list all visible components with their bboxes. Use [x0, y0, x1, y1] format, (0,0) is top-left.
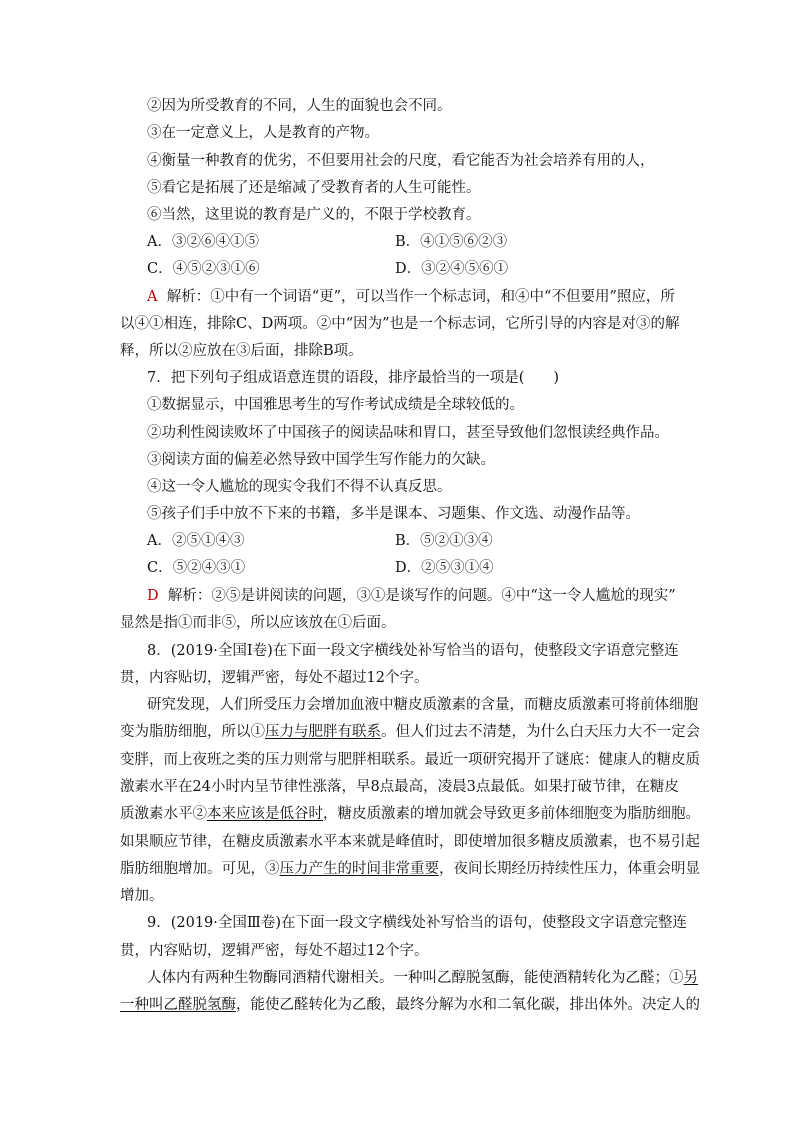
q7-option-a: A．②⑤①④③ [147, 533, 245, 549]
q6-option-c: C．④⑤②③①⑥ [147, 261, 260, 277]
q7-stem: 7．把下列句子组成语意连贯的语段，排序最恰当的一项是( ) [147, 370, 560, 386]
q8-passage-line-4: 激素水平在24小时内呈节律性涨落，早8点最高，凌晨3点最低。如果打破节律，在糖皮 [120, 779, 679, 795]
q7-analysis-text-1: 解析：②⑤是讲阅读的问题，③①是谈写作的问题。④中“这一令人尴尬的现实” [167, 588, 676, 604]
q7-option-c: C．⑤②④③① [147, 560, 246, 576]
q6-item-6: ⑥当然，这里说的教育是广义的，不限于学校教育。 [147, 207, 481, 223]
q6-analysis-line-1 [147, 287, 675, 307]
q6-analysis-text-1: 解析：①中有一个词语“更”，可以当作一个标志词，和④中“不但要用”照应，所 [166, 289, 675, 305]
q7-option-d: D．②⑤③①④ [395, 560, 494, 576]
q9-text: 人体内有两种生物酶同酒精代谢相关。一种叫乙醇脱氢酶，能使酒精转化为乙醛；① [147, 970, 684, 986]
q8-answer-1: 压力与肥胖有联系 [265, 724, 381, 740]
q6-analysis-line-3: 释，所以②应放在③后面，排除B项。 [120, 343, 363, 359]
q8-stem-line-1: 8．(2019·全国Ⅰ卷)在下面一段文字横线处补写恰当的语句，使整段文字语意完整连 [147, 643, 679, 659]
q7-analysis-line-1 [147, 586, 676, 606]
q6-item-4: ④衡量一种教育的优劣，不但要用社会的尺度，看它能否为社会培养有用的人， [147, 153, 655, 169]
q8-passage-line-8: 增加。 [120, 888, 164, 904]
q9-answer-1-end: 一种叫乙醛脱氢酶 [120, 997, 236, 1013]
q7-analysis-line-2: 显然是指①而非⑤，所以应该放在①后面。 [120, 615, 396, 631]
q6-answer-letter: A [147, 289, 158, 305]
q9-passage-line-2 [120, 995, 700, 1015]
q6-option-d: D．③②④⑤⑥① [395, 261, 509, 277]
q8-answer-2: 本来应该是低谷时 [207, 806, 323, 822]
q8-passage-line-6: 如果顺应节律，在糖皮质激素水平本来就是峰值时，即使增加很多糖皮质激素，也不易引起 [120, 834, 700, 850]
q8-text: 变为脂肪细胞，所以① [120, 724, 265, 740]
q8-passage-line-7 [120, 859, 700, 879]
q8-stem-line-2: 贯，内容贴切，逻辑严密，每处不超过12个字。 [120, 670, 429, 686]
q8-text: 。但人们过去不清楚，为什么白天压力大不一定会 [381, 724, 700, 740]
q8-passage-line-3: 变胖，而上夜班之类的压力则常与肥胖相联系。最近一项研究揭开了谜底：健康人的糖皮质 [120, 752, 700, 768]
q7-item-4: ④这一令人尴尬的现实令我们不得不认真反思。 [147, 479, 452, 495]
q8-text: 脂肪细胞增加。可见，③ [120, 861, 280, 877]
q7-item-5: ⑤孩子们手中放不下来的书籍，多半是课本、习题集、作文选、动漫作品等。 [147, 506, 640, 522]
q8-text: 质激素水平② [120, 806, 207, 822]
q9-text: ，能使乙醛转化为乙酸，最终分解为水和二氧化碳，排出体外。决定人的 [236, 997, 700, 1013]
q7-item-1: ①数据显示，中国雅思考生的写作考试成绩是全球较低的。 [147, 397, 524, 413]
q9-stem-line-2: 贯，内容贴切，逻辑严密，每处不超过12个字。 [120, 943, 429, 959]
q7-item-2: ②功利性阅读败坏了中国孩子的阅读品味和胃口，甚至导致他们忽恨读经典作品。 [147, 425, 669, 441]
q8-answer-3: 压力产生的时间非常重要 [279, 861, 439, 877]
q6-option-b: B．④①⑤⑥②③ [395, 234, 508, 250]
q9-stem-line-1: 9．(2019·全国Ⅲ卷)在下面一段文字横线处补写恰当的语句，使整段文字语意完整连 [147, 915, 688, 931]
q8-text: ，糖皮质激素的增加就会导致更多前体细胞变为脂肪细胞。 [323, 806, 700, 822]
q8-passage-line-5 [120, 804, 700, 824]
q9-answer-1-start: 另 [683, 970, 698, 986]
q8-passage-line-1: 研究发现，人们所受压力会增加血液中糖皮质激素的含量，而糖皮质激素可将前体细胞 [147, 697, 698, 713]
q6-option-a: A．③②⑥④①⑤ [147, 234, 259, 250]
q8-text: ，夜间长期经历持续性压力，体重会明显 [439, 861, 700, 877]
q7-option-b: B．⑤②①③④ [395, 533, 493, 549]
q6-item-3: ③在一定意义上，人是教育的产物。 [147, 125, 379, 141]
q7-answer-letter: D [147, 588, 159, 604]
q8-passage-line-2 [120, 722, 700, 742]
q6-item-2: ②因为所受教育的不同，人生的面貌也会不同。 [147, 98, 452, 114]
q7-item-3: ③阅读方面的偏差必然导致中国学生写作能力的欠缺。 [147, 452, 495, 468]
q6-analysis-line-2: 以④①相连，排除C、D两项。②中“因为”也是一个标志词，它所引导的内容是对③的解 [120, 316, 680, 332]
q9-passage-line-1 [147, 968, 698, 988]
q6-item-5: ⑤看它是拓展了还是缩减了受教育者的人生可能性。 [147, 180, 481, 196]
